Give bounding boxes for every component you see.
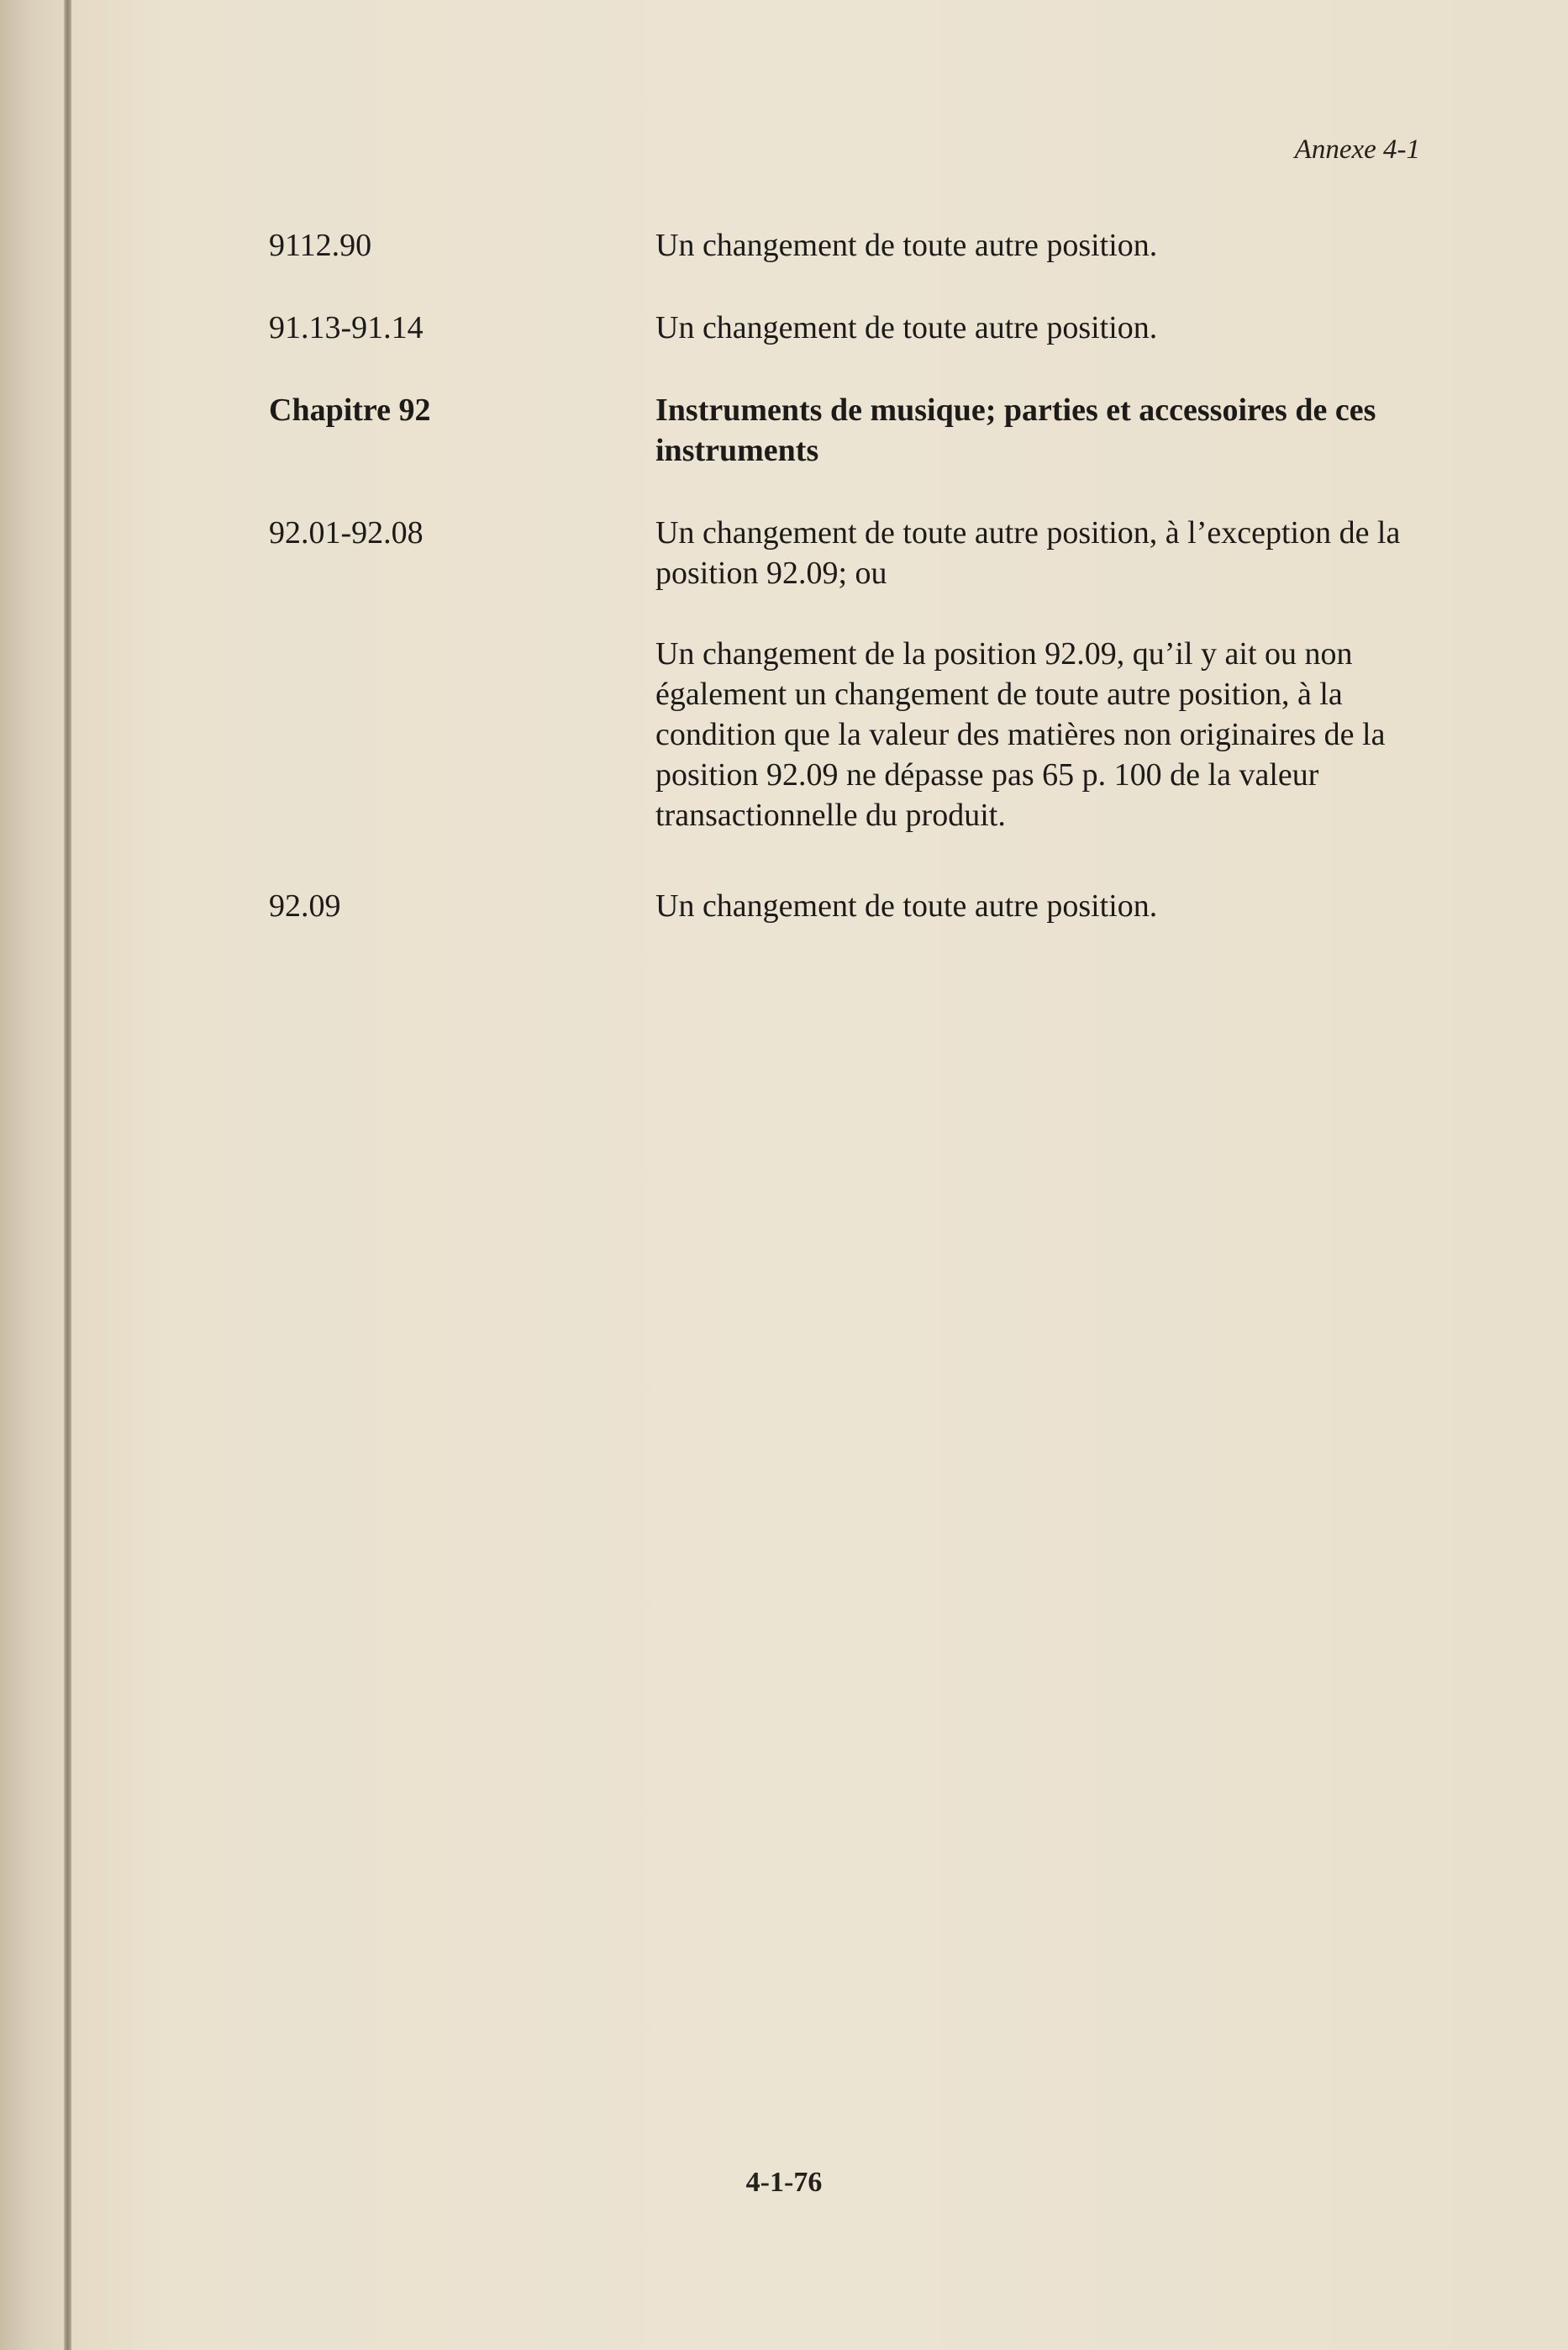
tariff-rule [655,513,1429,835]
tariff-rule [655,225,1429,266]
chapter-code: Chapitre 92 [269,393,431,428]
book-spine-shadow [64,0,71,2350]
chapter-title [655,390,1496,471]
rule-text: Un changement de toute autre position. [655,888,1158,924]
rule-text-alternative: Un changement de la position 92.09, qu’il y ait ou non également un changement de toute autre position, à la condition que la valeur des matières non originaires de la position 92.09 ne dépasse pas 65 p. 100 de la valeur transactionnelle du produit. [655,636,1386,833]
chapter-title-text: Instruments de musique; parties et accessoires de ces instruments [655,393,1376,468]
tariff-code: 9112.90 [269,228,372,263]
rule-text: Un changement de toute autre position. [655,228,1158,263]
rule-text: Un changement de toute autre position. [655,310,1158,345]
tariff-rule [655,886,1429,926]
tariff-code: 92.09 [269,888,341,924]
annex-header: Annexe 4-1 [1294,134,1420,165]
tariff-code: 92.01-92.08 [269,515,424,551]
tariff-rule [655,308,1429,348]
rule-text: Un changement de toute autre position, à l’exception de la position 92.09; ou [655,515,1401,591]
tariff-code: 91.13-91.14 [269,310,424,345]
page-number: 4-1-76 [745,2167,823,2198]
